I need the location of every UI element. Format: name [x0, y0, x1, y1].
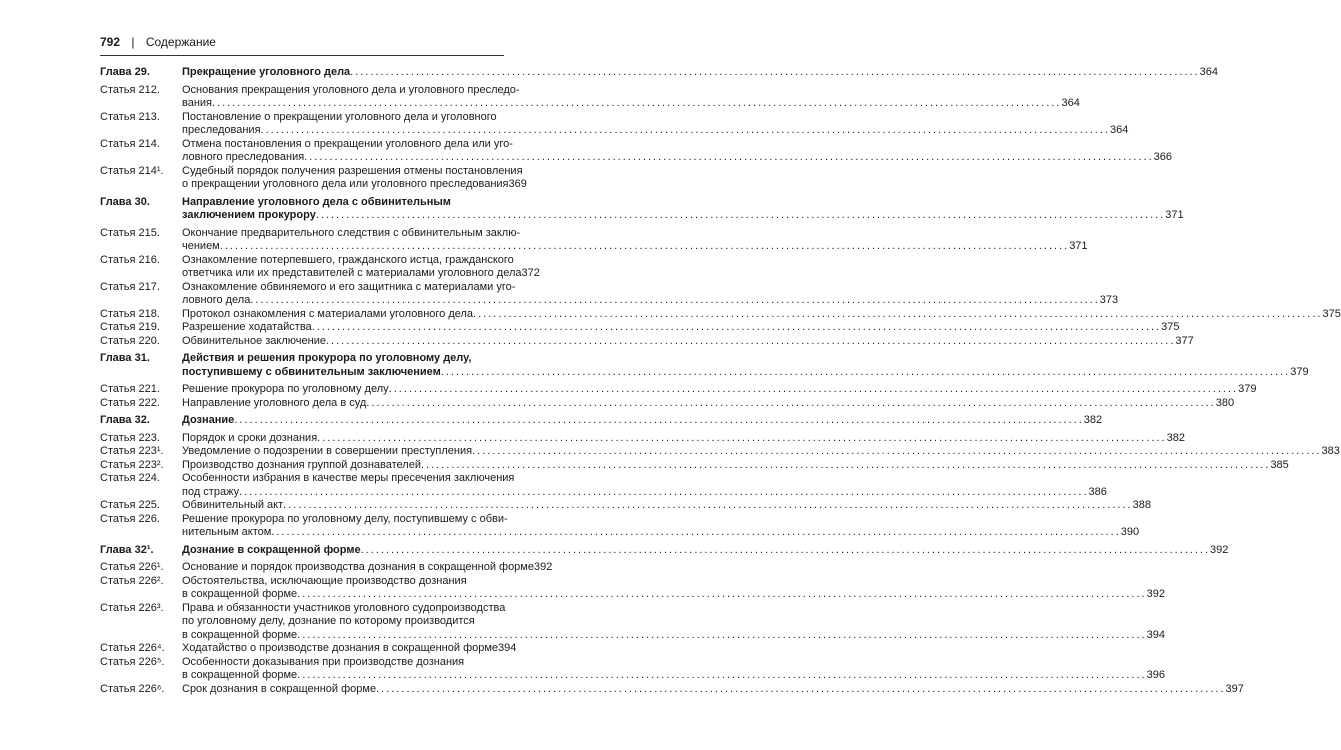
entry-label: Глава 30.	[100, 195, 150, 208]
leader-dots	[421, 459, 1270, 473]
leader-dots	[239, 486, 1088, 500]
entry-label: Статья 226⁴.	[100, 642, 165, 654]
entry-title-line: Производство дознания группой дознавателей	[182, 458, 421, 471]
leader-dots	[366, 397, 1215, 411]
entry-label: Статья 221.	[100, 383, 160, 395]
toc-chapter	[100, 195, 1184, 223]
entry-label: Статья 226².	[100, 574, 164, 587]
entry-page: 382	[1083, 414, 1103, 426]
entry-title-line: ловного преследования	[182, 151, 305, 163]
entry-label: Глава 32¹.	[100, 543, 154, 556]
entry-title-line: Обвинительный акт	[182, 499, 284, 511]
toc-entry	[100, 458, 1289, 473]
leader-dots	[297, 588, 1146, 602]
toc-entry	[100, 601, 1165, 643]
entry-title-line: Направление уголовного дела с обвинительным	[182, 195, 451, 208]
entry-page: 385	[1270, 458, 1289, 471]
entry-title-line: Судебный порядок получения разрешения отмены постановления	[182, 164, 523, 177]
entry-title-line: Окончание предварительного следствия с обвинительным заклю-	[182, 226, 521, 239]
entry-page: 394	[498, 642, 517, 654]
leader-dots	[389, 383, 1238, 397]
leader-dots	[317, 432, 1166, 446]
entry-title-line: ловного дела	[182, 294, 251, 306]
entry-label: Статья 219.	[100, 321, 160, 333]
toc-chapter	[100, 352, 1309, 379]
entry-label: Глава 29.	[100, 66, 150, 78]
entry-page: 375	[1161, 321, 1180, 333]
leader-dots	[220, 240, 1069, 254]
entry-title-line: в сокращенной форме	[182, 669, 298, 681]
entry-page: 394	[1146, 628, 1165, 641]
toc-entry	[100, 445, 1340, 459]
leader-dots	[261, 124, 1110, 138]
leader-dots	[316, 209, 1165, 223]
entry-label: Статья 226³.	[100, 601, 164, 614]
toc-entry	[100, 83, 1080, 111]
entry-title-line: Особенности доказывания при производстве дознания	[182, 655, 465, 668]
entry-title-line: Действия и решения прокурора по уголовному делу,	[182, 352, 472, 364]
toc-chapter	[100, 414, 1103, 428]
entry-label: Статья 226⁵.	[100, 655, 165, 668]
entry-label: Статья 215.	[100, 226, 160, 239]
entry-title-line: ответчика или их представителей с материалами уголовного дела	[182, 267, 522, 279]
leader-dots	[376, 683, 1225, 697]
toc-entry	[100, 307, 1341, 322]
entry-page: 386	[1088, 485, 1107, 498]
entry-title-line: Дознание	[182, 414, 235, 426]
toc-entry	[100, 383, 1257, 397]
leader-dots	[297, 669, 1146, 683]
leader-dots	[234, 414, 1083, 428]
entry-label: Статья 222.	[100, 396, 160, 409]
toc-entry	[100, 226, 1088, 254]
entry-label: Глава 32.	[100, 414, 150, 426]
toc-entry	[100, 655, 1165, 683]
toc-entry	[100, 137, 1172, 165]
toc-entry	[100, 472, 1107, 499]
entry-title-line: Решение прокурора по уголовному делу	[182, 383, 389, 395]
leader-dots	[326, 335, 1175, 349]
toc-entry	[100, 642, 517, 656]
entry-page: 396	[1146, 669, 1165, 681]
entry-title-line: вания	[182, 97, 213, 109]
entry-title-line: Обстоятельства, исключающие производство дознания	[182, 574, 467, 587]
entry-title-line: в сокращенной форме	[182, 628, 298, 641]
entry-label: Статья 226.	[100, 512, 160, 525]
toc-entry	[100, 253, 540, 281]
entry-title-line: Протокол ознакомления с материалами уголовного дела	[182, 307, 474, 320]
toc-entry	[100, 334, 1194, 349]
toc-entry	[100, 561, 553, 575]
entry-title-line: под стражу	[182, 485, 240, 498]
leader-dots	[472, 445, 1321, 459]
leader-dots	[350, 66, 1199, 80]
toc-entry	[100, 431, 1185, 446]
entry-page: 371	[1165, 209, 1184, 221]
entry-page: 397	[1225, 682, 1244, 695]
entry-label: Статья 212.	[100, 83, 160, 96]
table-of-contents	[100, 62, 1341, 696]
entry-title-line: Ознакомление обвиняемого и его защитника с материалами уго-	[182, 280, 516, 293]
entry-label: Статья 220.	[100, 334, 160, 347]
entry-title-line: Основания прекращения уголовного дела и уголовного преследо-	[182, 83, 520, 96]
entry-label: Статья 218.	[100, 307, 160, 320]
entry-page: 390	[1120, 526, 1140, 538]
toc-entry	[100, 396, 1235, 411]
entry-label: Статья 216.	[100, 253, 160, 266]
entry-title-line: Дознание в сокращенной форме	[182, 543, 361, 556]
entry-label: Статья 214.	[100, 137, 160, 150]
entry-page: 380	[1215, 396, 1235, 409]
entry-label: Статья 223².	[100, 458, 164, 471]
toc-entry	[100, 164, 527, 192]
entry-page: 364	[1061, 97, 1080, 109]
entry-title-line: Ходатайство о производстве дознания в сокращенной форме	[182, 642, 499, 654]
header-rule	[100, 55, 504, 56]
entry-page: 383	[1321, 445, 1340, 457]
toc-entry	[100, 321, 1180, 335]
entry-page: 382	[1166, 431, 1185, 444]
entry-title-line: по уголовному делу, дознание по которому производится	[182, 615, 475, 627]
entry-label: Статья 223¹.	[100, 445, 164, 457]
entry-page: 373	[1099, 294, 1119, 306]
entry-title-line: поступившему с обвинительным заключением	[182, 365, 441, 378]
entry-title-line: Права и обязанности участников уголовного судопроизводства	[182, 601, 506, 614]
leader-dots	[361, 544, 1210, 558]
entry-title-line: нительным актом	[182, 526, 272, 538]
entry-title-line: Решение прокурора по уголовному делу, поступившему с обви-	[182, 512, 508, 525]
entry-page: 372	[521, 267, 540, 279]
toc-chapter	[100, 66, 1218, 80]
entry-page: 392	[533, 561, 553, 573]
page-number: 792	[100, 35, 121, 49]
entry-page: 392	[1210, 543, 1229, 556]
entry-title-line: Уведомление о подозрении в совершении преступления	[182, 445, 473, 457]
leader-dots	[473, 308, 1322, 322]
leader-dots	[312, 321, 1161, 335]
entry-page: 379	[1238, 383, 1257, 395]
entry-label: Статья 217.	[100, 280, 160, 293]
entry-title-line: Постановление о прекращении уголовного дела и уголовного	[182, 110, 497, 123]
entry-label: Статья 226¹.	[100, 561, 164, 573]
entry-label: Статья 226⁶.	[100, 682, 165, 695]
entry-page: 366	[1153, 151, 1172, 163]
entry-title-line: Направление уголовного дела в суд	[182, 396, 367, 409]
entry-label: Статья 225.	[100, 499, 160, 511]
entry-title-line: Разрешение ходатайства	[182, 321, 312, 333]
leader-dots	[283, 499, 1132, 513]
leader-dots	[271, 526, 1120, 540]
toc-entry	[100, 110, 1129, 138]
entry-title-line: Основание и порядок производства дознания в сокращенной форме	[182, 561, 534, 573]
toc-entry	[100, 512, 1140, 540]
entry-page: 377	[1175, 334, 1194, 347]
leader-dots	[441, 366, 1290, 380]
toc-entry	[100, 280, 1119, 308]
header-separator: |	[131, 35, 135, 49]
entry-title-line: Обвинительное заключение	[182, 334, 326, 347]
entry-title-line: в сокращенной форме	[182, 588, 298, 600]
entry-title-line: Отмена постановления о прекращении уголовного дела или уго-	[182, 137, 513, 150]
entry-page: 371	[1069, 240, 1088, 252]
entry-title-line: заключением прокурору	[182, 209, 316, 221]
entry-title-line: Прекращение уголовного дела	[182, 66, 351, 78]
leader-dots	[212, 97, 1061, 111]
entry-page: 364	[1109, 124, 1129, 136]
entry-title-line: Срок дознания в сокращенной форме	[182, 682, 377, 695]
entry-label: Статья 213.	[100, 110, 160, 123]
entry-label: Статья 224.	[100, 472, 160, 484]
entry-title-line: Особенности избрания в качестве меры пресечения заключения	[182, 472, 515, 484]
entry-page: 392	[1146, 588, 1165, 600]
entry-title-line: преследования	[182, 124, 261, 136]
toc-entry	[100, 499, 1151, 513]
entry-label: Статья 223.	[100, 431, 160, 444]
entry-title-line: Порядок и сроки дознания	[182, 431, 318, 444]
toc-entry	[100, 682, 1244, 697]
toc-entry	[100, 574, 1165, 602]
entry-label: Глава 31.	[100, 352, 150, 364]
entry-label: Статья 214¹.	[100, 164, 164, 177]
entry-page: 379	[1290, 365, 1309, 378]
leader-dots	[250, 294, 1099, 308]
running-header	[100, 35, 216, 49]
entry-page: 375	[1322, 307, 1341, 320]
leader-dots	[297, 629, 1146, 643]
entry-page: 388	[1132, 499, 1151, 511]
header-title: Содержание	[145, 35, 216, 49]
entry-page: 369	[508, 178, 527, 190]
entry-title-line: о прекращении уголовного дела или уголовного преследования	[182, 178, 509, 190]
entry-title-line: Ознакомление потерпевшего, гражданского истца, гражданского	[182, 253, 514, 266]
toc-chapter	[100, 543, 1229, 558]
leader-dots	[304, 151, 1153, 165]
entry-title-line: чением	[182, 240, 220, 252]
entry-page: 364	[1199, 66, 1218, 78]
